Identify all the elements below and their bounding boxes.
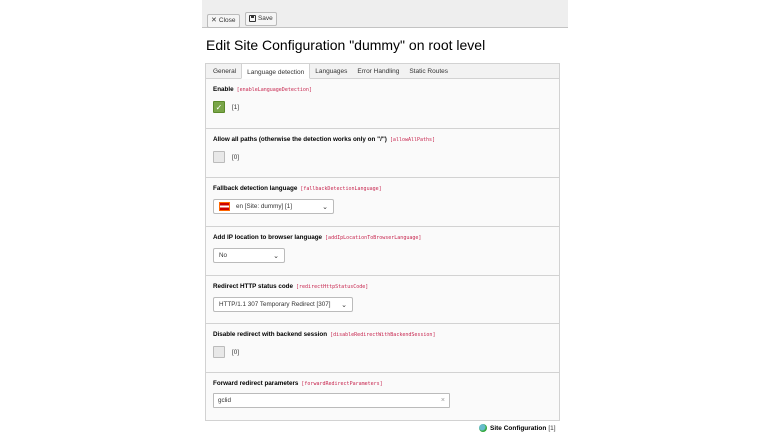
allow-all-paths-checkbox[interactable]	[213, 151, 225, 163]
field-label: Disable redirect with backend session	[213, 331, 328, 338]
docheader-toolbar	[202, 0, 568, 28]
forward-params-input[interactable]	[218, 397, 441, 404]
fallback-language-select[interactable]: en [Site: dummy] [1] ⌄	[213, 199, 334, 214]
field-code: [enableLanguageDetection]	[236, 87, 312, 93]
field-forward-params	[206, 373, 559, 421]
close-icon: ✕	[211, 17, 217, 24]
chevron-down-icon: ⌄	[273, 252, 279, 260]
field-allow-all-paths	[206, 129, 559, 178]
flag-icon	[219, 202, 230, 211]
clear-icon[interactable]: ×	[440, 397, 445, 404]
forward-params-input-wrapper	[213, 393, 450, 408]
disable-redirect-checkbox[interactable]	[213, 346, 225, 358]
tab-languages[interactable]: Languages	[315, 68, 348, 75]
field-enable	[206, 79, 559, 129]
redirect-status-select[interactable]: HTTP/1.1 307 Temporary Redirect [307] ⌄	[213, 297, 353, 312]
tab-general[interactable]: General	[213, 68, 237, 75]
enable-checkbox[interactable]	[213, 101, 225, 113]
checkbox-value: [1]	[232, 103, 240, 111]
save-button[interactable]: Save	[245, 12, 277, 26]
field-label: Enable	[213, 86, 234, 93]
field-disable-redirect	[206, 324, 559, 373]
tab-language-detection[interactable]: Language detection	[241, 63, 310, 79]
chevron-down-icon: ⌄	[322, 203, 328, 211]
tab-static-routes[interactable]: Static Routes	[409, 68, 448, 75]
field-code: [allowAllPaths]	[389, 137, 436, 143]
page-title: Edit Site Configuration "dummy" on root level	[206, 37, 486, 53]
record-type: Site Configuration	[490, 424, 547, 432]
field-code: [fallbackDetectionLanguage]	[300, 186, 382, 192]
tab-bar	[206, 64, 559, 79]
record-info	[479, 424, 556, 432]
field-redirect-status	[206, 276, 559, 324]
checkbox-value: [0]	[232, 348, 240, 356]
field-label: Add IP location to browser language	[213, 234, 323, 241]
field-label: Allow all paths (otherwise the detection works only on "/")	[213, 136, 387, 143]
field-fallback-language	[206, 178, 559, 227]
chevron-down-icon: ⌄	[341, 301, 347, 309]
field-label: Forward redirect parameters	[213, 380, 299, 387]
globe-icon	[479, 424, 487, 432]
field-ip-location	[206, 227, 559, 276]
form-panel	[205, 63, 560, 421]
close-button[interactable]: ✕ Close	[207, 14, 240, 28]
field-label: Redirect HTTP status code	[213, 283, 294, 290]
check-icon: ✓	[215, 102, 223, 112]
tab-error-handling[interactable]: Error Handling	[357, 68, 400, 75]
ip-location-select[interactable]: No ⌄	[213, 248, 285, 263]
field-code: [addIpLocationToBrowserLanguage]	[325, 235, 422, 241]
field-code: [redirectHttpStatusCode]	[296, 284, 369, 290]
checkbox-value: [0]	[232, 153, 240, 161]
field-label: Fallback detection language	[213, 185, 298, 192]
field-code: [disableRedirectWithBackendSession]	[330, 332, 436, 338]
record-id: [1]	[548, 424, 556, 432]
field-code: [forwardRedirectParameters]	[301, 381, 383, 387]
save-icon	[249, 15, 256, 22]
